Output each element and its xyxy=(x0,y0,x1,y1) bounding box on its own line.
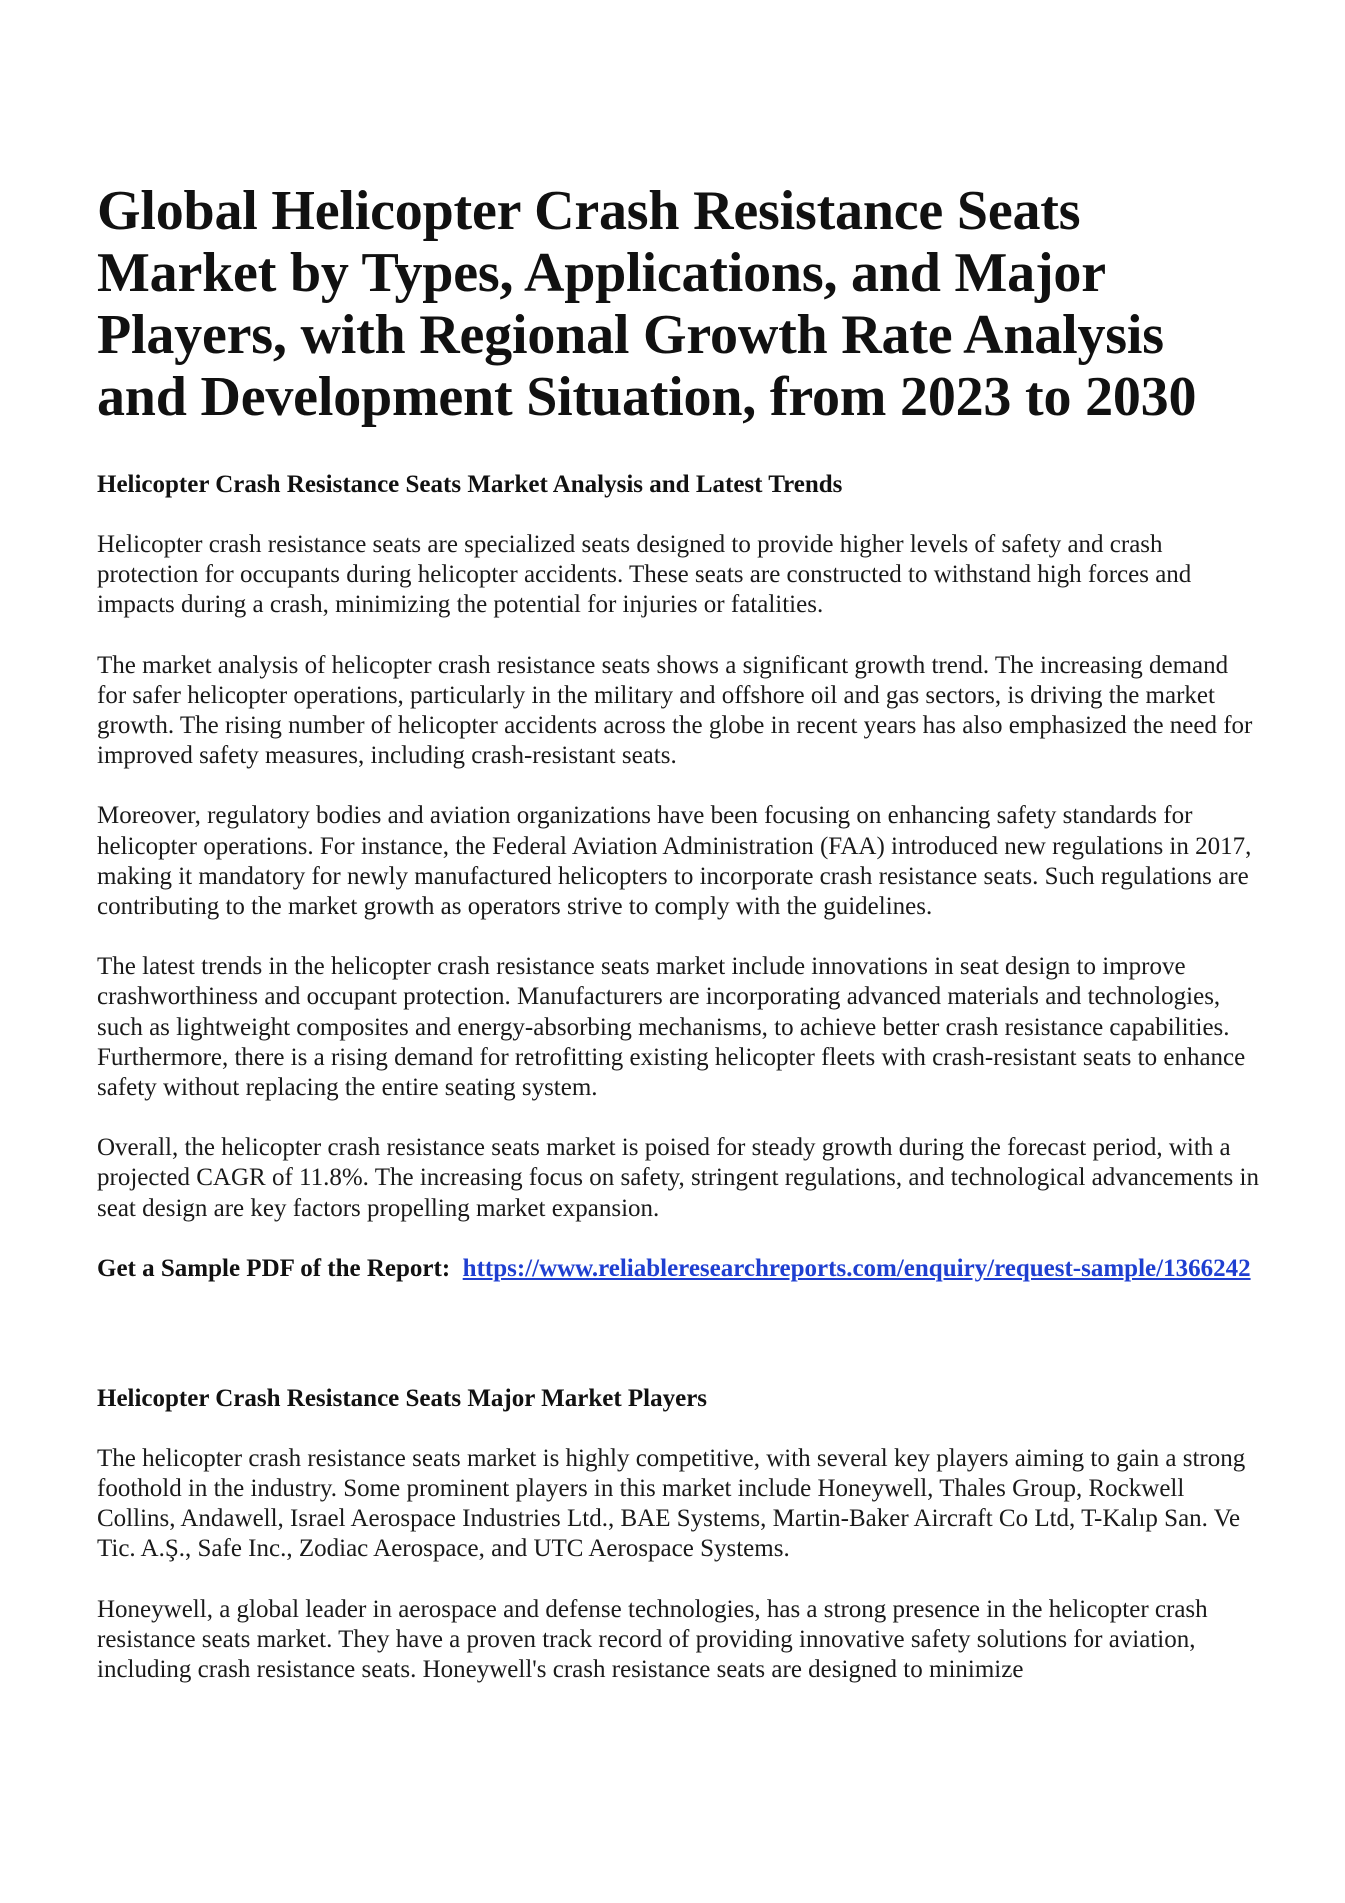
sample-pdf-label: Get a Sample PDF of the Report: xyxy=(97,1254,451,1282)
section-heading-players: Helicopter Crash Resistance Seats Major Market Players xyxy=(97,1384,708,1412)
paragraph: The latest trends in the helicopter crash resistance seats market include innovations in seat design to improve crashworthiness and occupant protection. Manufacturers are incorporating advanced materials and technologies, such as lightweight composites and energy-absorbing mechanisms, to achieve better crash resistance capabilities. Furthermore, there is a rising demand for retrofitting existing helicopter fleets with crash-resistant seats to enhance safety without replacing the entire seating system. xyxy=(97,953,1246,1102)
document-page xyxy=(97,180,1262,1685)
sample-pdf-line xyxy=(97,1254,1262,1284)
paragraph: Moreover, regulatory bodies and aviation organizations have been focusing on enhancing safety standards for helicopter operations. For instance, the Federal Aviation Administration (FAA) introduced new regulations in 2017, making it mandatory for newly manufactured helicopters to incorporate crash resistance seats. Such regulations are contributing to the market growth as operators strive to comply with the guidelines. xyxy=(97,802,1252,921)
paragraph: The helicopter crash resistance seats market is highly competitive, with several key players aiming to gain a strong foothold in the industry. Some prominent players in this market include Honeywell, Thales Group, Rockwell Collins, Andawell, Israel Aerospace Industries Ltd., BAE Systems, Martin-Baker Aircraft Co Ltd, T-Kalıp San. Ve Tic. A.Ş., Safe Inc., Zodiac Aerospace, and UTC Aerospace Systems. xyxy=(97,1444,1246,1563)
section-heading-trends: Helicopter Crash Resistance Seats Market Analysis and Latest Trends xyxy=(97,471,843,498)
paragraph: Honeywell, a global leader in aerospace and defense technologies, has a strong presence in the helicopter crash resistance seats market. They have a proven track record of providing innovative safety solutions for aviation, including crash resistance seats. Honeywell's crash resistance seats are designed to minimize xyxy=(97,1595,1208,1684)
paragraph: Helicopter crash resistance seats are specialized seats designed to provide higher levels of safety and crash protection for occupants during helicopter accidents. These seats are constructed to withstand high forces and impacts during a crash, minimizing the potential for injuries or fatalities. xyxy=(97,531,1192,619)
paragraph: Overall, the helicopter crash resistance seats market is poised for steady growth during the forecast period, with a projected CAGR of 11.8%. The increasing focus on safety, stringent regulations, and technological advancements in seat design are key factors propelling market expansion. xyxy=(97,1134,1259,1222)
paragraph: The market analysis of helicopter crash resistance seats shows a significant growth trend. The increasing demand for safer helicopter operations, particularly in the military and offshore oil and gas sectors, is driving the market growth. The rising number of helicopter accidents across the globe in recent years has also emphasized the need for improved safety measures, including crash-resistant seats. xyxy=(97,651,1253,770)
document-title: Global Helicopter Crash Resistance Seats Market by Types, Applications, and Major Players, with Regional Growth Rate Analysis and Development Situation, from 2023 to 2030 xyxy=(97,180,1197,428)
sample-pdf-link[interactable]: https://www.reliableresearchreports.com/enquiry/request-sample/1366242 xyxy=(462,1254,1251,1282)
